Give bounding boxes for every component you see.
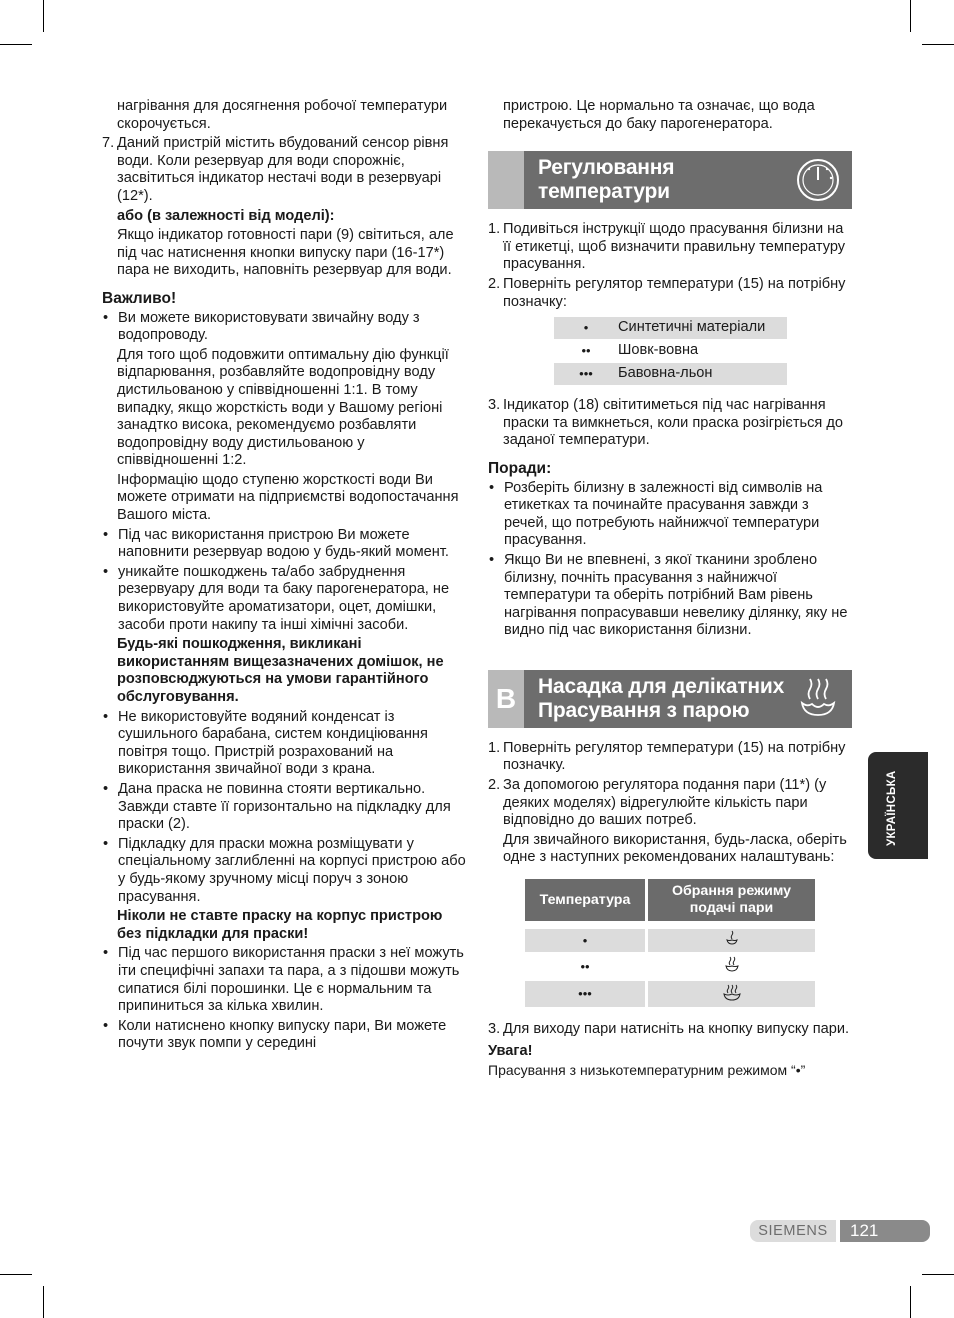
fabric-row: ••• Бавовна-льон [554,363,787,385]
bullet-item: • Якщо Ви не впевнені, з якої тканини зроблено білизну, почніть прасування з найнижчої температури та оберіть потрібний Вам рівень нагрівання попрасувавши невелику ділянку, яку не видно під час використання білизни. [489,551,848,639]
bullet-item: • Не використовуйте водяний конденсат із сушильного барабана, систем кондиціювання повітря тощо. Пристрій розрахований на використання звичайної води з крана. [103,708,428,778]
page-number: 121 [840,1220,930,1242]
step-7 [102,135,468,205]
table-row: • [525,927,815,952]
paragraph: Для звичайного використання, будь-ласка, оберіть одне з наступних рекомендованих налаштувань: [503,831,847,866]
crop-mark [922,44,954,45]
table-row: ••• [525,979,815,1008]
step-3: 3. Індикатор (18) світитиметься під час нагрівання праски та вимкнеться, коли праска розігріється до заданої температури. [488,397,844,449]
crop-mark [0,44,32,45]
crop-mark [43,0,44,32]
steam-icon [796,677,840,721]
step-2: 2. За допомогою регулятора подання пари (11*) (у деяких моделях) відрегулюйте кількість пари відповідно до ваших потреб. [488,777,827,829]
step-3: 3. Для виходу пари натисніть на кнопку випуску пари. [488,1021,850,1038]
or-label: або (в залежності від моделі): [117,207,335,224]
section-title: Насадка для делікатних Прасування з парою [538,674,785,722]
banner-tab-letter: B [488,670,524,728]
bullet-item: • Підкладку для праски можна розміщувати у спеціальному заглибленні на корпусі пристрою або у будь-якому зручному місці поруч з зоною прасування. [103,835,466,905]
steam-settings-table [525,879,815,1007]
bullet-item: • Коли натиснено кнопку випуску пари, Ви можете почути звук помпи у середині [103,1017,447,1052]
paragraph: Для того щоб подовжити оптимальну дію функції відпарювання, розбавляйте водопровідну воду дистильованою у співвідношенні 1:1. В тому випадку, якщо жорсткість води у Вашому регіоні занадтко висока, рекомендуємо розбавляти водопровідну воду дистильованою у співвідношенні 1:2. [117,346,449,469]
fabric-row: • Синтетичні матеріали [554,317,787,339]
step-2: 2. Поверніть регулятор температури (15) на потрібну позначку: [488,275,846,310]
right-column [488,98,852,1080]
step-number: 7. [102,135,115,152]
bullet-item: • Ви можете використовувати звичайну воду з водопроводу. [103,309,420,344]
bullet-item: • Під час першого використання праски з неї можуть іти специфічні запахи та пара, а з підошви можуть сипатися білі порошинки. Це є нормальним та припиниться за кілька хвилин. [103,945,464,1015]
fabric-row: •• Шовк-вовна [581,342,699,359]
language-tab [868,752,928,859]
crop-mark [0,1274,32,1275]
table-row: •• [525,952,815,979]
banner-tab [488,151,524,209]
warning-heading: Увага! [488,1042,533,1059]
language-label: УКРАЇНСЬКА [886,770,898,846]
section-banner-steam [488,670,852,728]
paragraph: Інформацію щодо ступеню жорсткості води Ви можете отримати на підприємстві водопостачання Вашого міста. [117,471,459,524]
footer [750,1220,930,1242]
crop-mark [910,0,911,32]
important-heading: Важливо! [102,289,177,307]
crop-mark [910,1286,911,1318]
or-text: Якщо індикатор готовності пари (9) світиться, але під час натиснення кнопки випуску пари (16-17*) пара не виходить, наповніть резервуар для води. [117,227,454,279]
crop-mark [922,1274,954,1275]
step-1: 1. Поверніть регулятор температури (15) на потрібну позначку. [488,739,846,774]
steam-high-icon [721,982,743,1002]
fabric-table [554,317,787,385]
tips-heading: Поради: [488,459,552,477]
warning-text: Прасування з низькотемпературним режимом “•” [488,1062,806,1079]
steam-low-icon [724,930,740,946]
column-header-temperature: Температура [525,879,648,921]
bullet-item: • Розберіть білизну в залежності від символів на етикетках та починайте прасування завжди з речей, що потребують найнижчої температури прасування. [489,479,823,549]
step-1: 1. Подивіться інструкції щодо прасування білизни на її етикетці, щоб визначити правильну температуру прасування. [488,221,846,273]
table-header-row [525,879,815,921]
brand-label: SIEMENS [750,1220,836,1242]
crop-mark [43,1286,44,1318]
intro-continuation: пристрою. Це нормально та означає, що вода перекачується до баку парогенератора. [503,98,815,132]
step-text: Даний пристрій містить вбудований сенсор рівня води. Коли резервуар для води спорожніє, засвітиться індикатор нестачі води в резервуарі (12*). [117,135,449,204]
warranty-note: Будь-які пошкодження, викликані використанням вищезазначених домішок, не розповсюджуються на умови гарантійного обслуговування. [117,636,444,705]
bullet-item: • Під час використання пристрою Ви можете наповнити резервуар водою у будь-який момент. [103,526,449,561]
bullet-item: • Дана праска не повинна стояти вертикально. Завжди ставте її горизонтально на підкладку для праски (2). [103,780,451,833]
intro-continuation: нагрівання для досягнення робочої температури скорочується. [117,98,448,132]
column-header-steam: Обрання режиму подачі пари [648,879,815,921]
steam-medium-icon [723,955,741,973]
section-banner-temperature [488,151,852,209]
left-column [102,98,468,1053]
warning-note: Ніколи не ставте праску на корпус пристрою без підкладки для праски! [117,908,443,942]
bullet-item: • уникайте пошкоджень та/або забруднення резервуару для води та баку парогенератора, не використовуйте ароматизатори, оцет, домішки, засоби проти накипу та інші хімічні засоби. [103,563,450,633]
temperature-dial-icon [796,158,840,202]
section-title: Регулювання температури [538,156,675,204]
